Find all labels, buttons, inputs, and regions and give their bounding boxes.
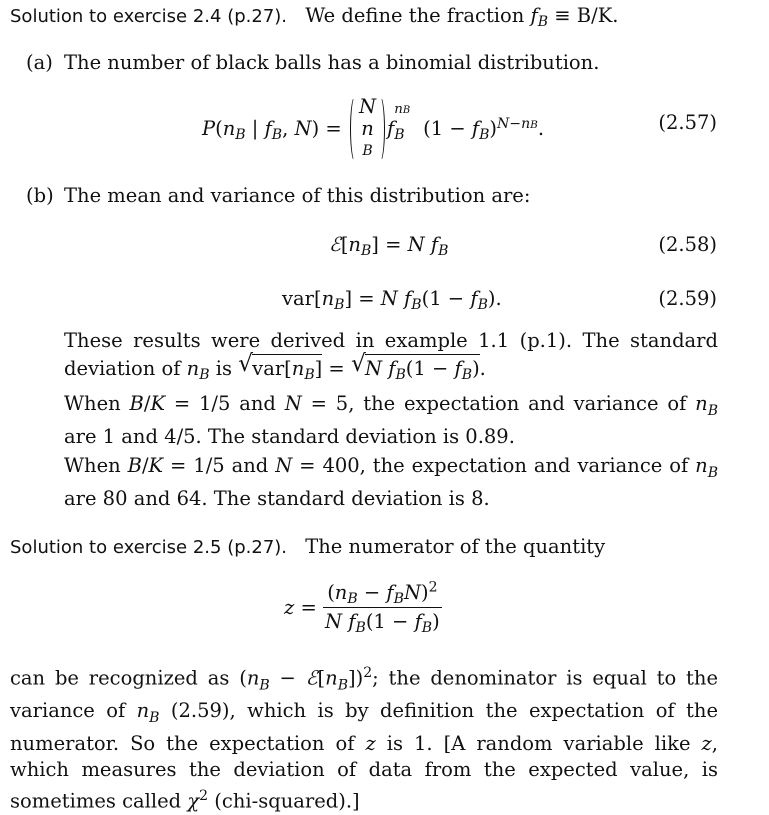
p3: When B/K = 1/5 and N = 400, the expectation and variance of $n_B$ are 80 and 64. The standard deviation is 8. [64, 454, 718, 510]
paragraph-n400 [64, 453, 718, 512]
binomial-coefficient [350, 96, 385, 162]
item-b-label: (b) [26, 184, 54, 207]
eq-number-2-58: (2.58) [658, 233, 717, 256]
eq257-lhs: $P(n_B$ | $f_B$, N) = [202, 117, 342, 144]
binom-top: N [358, 95, 376, 118]
z-fraction [323, 579, 442, 637]
equation-2-58: $ℰ[n_B] = N$ $f_B$ [329, 233, 449, 260]
equation-2-59: $var[n_B] = N$ $f_B(1 - f_B)$. [282, 287, 502, 314]
paragraph-results: These results were derived in example 1.1 (p.1). The standard deviation of $n_B$ is √ $var[n_B]$ = √ N $f_B(1 - f_B)$. [64, 329, 718, 384]
equation-2-57 [202, 96, 544, 162]
def-f: f [530, 4, 538, 27]
solution-2-5-intro: The numerator of the quantity [305, 535, 606, 558]
solution-2-5-heading: Solution to exercise 2.5 (p.27). [10, 537, 288, 558]
p-final: can be recognized as ($n_B$ − $ℰ[n_B])^2$; the denominator is equal to the variance of $n_B$ (2.59), which is by definition the expectation of the numerator. So the expectation of z is 1. [A random variable like z, which measures the deviation of data from the expected value, is sometimes called $\chi^2$ (chi-squared).] [10, 665, 718, 813]
p1a: These results were derived in example 1.1 (p.1). The standard deviation of [64, 329, 718, 380]
solution-2-4-heading-line [10, 4, 619, 31]
p1b: is [215, 357, 232, 380]
paragraph-chi-squared [10, 660, 718, 815]
equation-z: z = $\frac{(n_B - f_BN)^2}{N f_B(1 - f_B)}$ [284, 579, 440, 637]
p2: When B/K = 1/5 and N = 5, the expectation and variance of $n_B$ are 1 and 4/5. The standard deviation is 0.89. [64, 392, 718, 448]
paragraph-n5 [64, 391, 718, 450]
eq-number-2-59: (2.59) [658, 287, 717, 310]
eq257-rest: f $_{nB B}$ $(1 - f_B)^{N-nB}$. [387, 102, 545, 144]
def-rhs: ≡ B/K. [554, 4, 619, 27]
eq-number-2-57: (2.57) [658, 111, 717, 134]
solution-2-4-heading: Solution to exercise 2.4 (p.27). [10, 6, 288, 27]
binom-bottom: n B [361, 117, 374, 159]
item-a-text: The number of black balls has a binomial distribution. [64, 51, 600, 74]
solution-2-4-intro: We define the fraction [305, 4, 525, 27]
z-numerator: $(n_B - f_BN)^2$ [323, 582, 442, 608]
def-sub-b: B [537, 14, 549, 31]
solution-2-5-heading-line [10, 537, 605, 557]
item-b-text: The mean and variance of this distribution are: [64, 184, 531, 207]
z-denominator: N $f_B(1 - f_B)$ [325, 610, 440, 637]
item-a-label: (a) [26, 51, 53, 74]
